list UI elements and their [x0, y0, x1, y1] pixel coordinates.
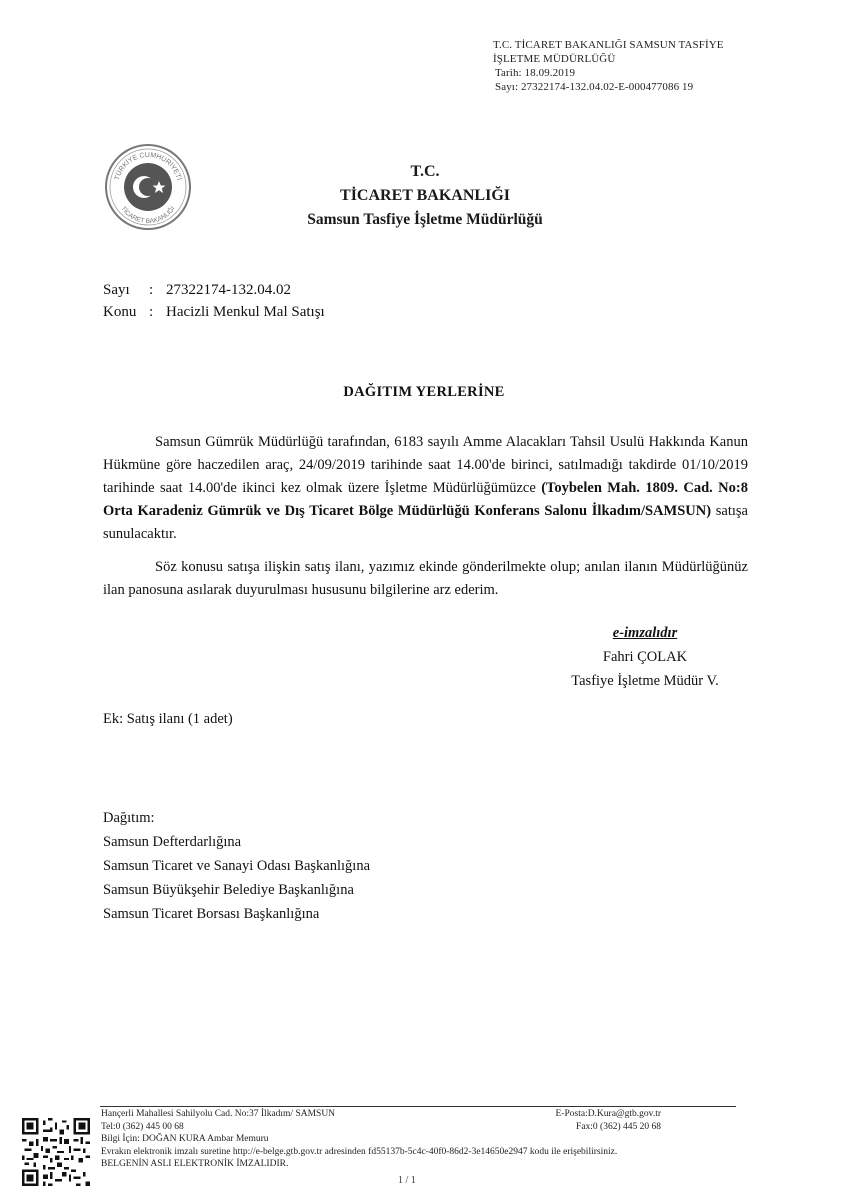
- meta-colon: :: [149, 282, 154, 298]
- meta-subject-row: [103, 301, 325, 323]
- e-signature-note: e-imzalıdır: [612, 625, 678, 641]
- footer-contact: Bilgi İçin: DOĞAN KURA Ambar Memuru: [101, 1134, 269, 1144]
- footer-row-2: [101, 1121, 661, 1134]
- registry-stamp: [493, 38, 724, 94]
- meta-number-row: [103, 279, 325, 301]
- list-item: Samsun Ticaret ve Sanayi Odası Başkanlığına: [103, 858, 371, 874]
- footer-row-1: [101, 1108, 661, 1121]
- distribution-list: [103, 806, 370, 926]
- footer-fax: Fax:0 (362) 445 20 68: [576, 1121, 661, 1132]
- meta-colon: :: [149, 304, 154, 320]
- signer-title: Tasfiye İşletme Müdür V.: [571, 673, 719, 689]
- body-p1-location: (Toybelen Mah. 1809. Cad. No:8 Orta Karadeniz Gümrük ve Dış Ticaret Bölge Müdürlüğü Konferans Salonu İlkadım/SAMSUN): [103, 480, 748, 519]
- stamp-number: Sayı: 27322174-132.04.02-E-000477086 19: [495, 81, 694, 93]
- distribution-label: Dağıtım:: [103, 810, 155, 826]
- letter-body: [103, 431, 748, 602]
- list-item: Samsun Büyükşehir Belediye Başkanlığına: [103, 882, 354, 898]
- header-tc: T.C.: [410, 163, 440, 180]
- qr-code-icon: [22, 1118, 90, 1186]
- signer-name: Fahri ÇOLAK: [602, 649, 688, 665]
- seal-top-text: TÜRKİYE CUMHURİYETİ: [113, 151, 183, 182]
- body-p1-text: Samsun Gümrük Müdürlüğü tarafından, 6183 sayılı Amme Alacakları Tahsil Usulü Hakkında Kanun Hükmüne göre haczedilen araç, 24/09/2019 tarihinde saat 14.00'de birinci, satılmadığı takdirde 01/10/2019 tarihinde saat 14.00'de ikinci kez olmak üzere İşletme Müdürlüğümüzce: [103, 434, 748, 496]
- body-p1-end: satışa sunulacaktır.: [103, 503, 748, 542]
- list-item: Samsun Ticaret Borsası Başkanlığına: [103, 906, 320, 922]
- meta-subject-label: Konu: [103, 304, 137, 320]
- meta-subject-value: Hacizli Menkul Mal Satışı: [166, 304, 325, 320]
- meta-number-label: Sayı: [103, 282, 130, 298]
- footer-original-note: BELGENİN ASLI ELEKTRONİK İMZALIDIR.: [101, 1159, 289, 1169]
- signature-block: [540, 621, 750, 693]
- footer-email: E-Posta:D.Kura@gtb.gov.tr: [555, 1109, 661, 1119]
- body-paragraph-1: [103, 431, 748, 546]
- footer-info: [101, 1108, 801, 1171]
- header-ministry: TİCARET BAKANLIĞI: [340, 187, 510, 204]
- attachment-note: Ek: Satış ilanı (1 adet): [103, 711, 233, 727]
- stamp-institution: T.C. TİCARET BAKANLIĞI SAMSUN TASFİYE: [493, 39, 724, 51]
- ministry-seal: [104, 143, 192, 231]
- footer-address: Hançerli Mahallesi Sahilyolu Cad. No:37 İlkadım/ SAMSUN: [101, 1109, 336, 1119]
- footer-divider: [100, 1106, 736, 1107]
- footer-verification: Evrakın elektronik imzalı suretine http://e-belge.gtb.gov.tr adresinden fd55137b-5c4c-40f0-86d2-3e14650e2947 kodu ile erişebilirsiniz.: [101, 1146, 618, 1157]
- list-item: Samsun Defterdarlığına: [103, 834, 242, 850]
- header-directorate: Samsun Tasfiye İşletme Müdürlüğü: [307, 211, 543, 228]
- footer-tel: Tel:0 (362) 445 00 68: [101, 1121, 184, 1132]
- meta-number-value: 27322174-132.04.02: [166, 282, 291, 298]
- document-meta: [103, 279, 325, 323]
- body-paragraph-2: Söz konusu satışa ilişkin satış ilanı, yazımız ekinde gönderilmekte olup; anılan ilanın Müdürlüğünüz ilan panosuna asılarak duyurulması hususunu bilgilerine arz ederim.: [103, 559, 748, 598]
- seal-bottom-text: TİCARET BAKANLIĞI: [119, 205, 177, 226]
- page-number: 1 / 1: [398, 1175, 416, 1186]
- stamp-date: Tarih: 18.09.2019: [495, 67, 576, 79]
- stamp-department: İŞLETME MÜDÜRLÜĞÜ: [493, 53, 616, 65]
- letterhead: [250, 160, 600, 232]
- addressee-title: DAĞITIM YERLERİNE: [343, 384, 505, 400]
